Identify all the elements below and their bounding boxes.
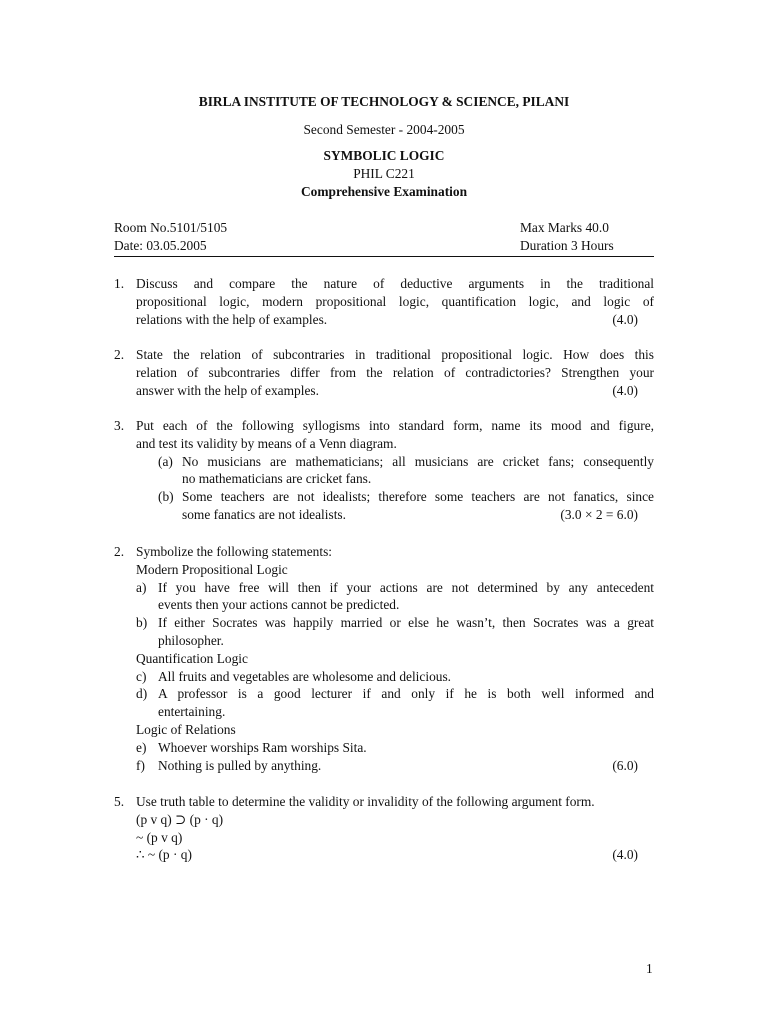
premise-1: (p v q) ⊃ (p · q)	[136, 811, 224, 827]
item-label: e)	[136, 739, 147, 755]
institute-title: BIRLA INSTITUTE OF TECHNOLOGY & SCIENCE, PILANI	[198, 94, 570, 109]
question-text-line: State the relation of subcontraries in traditional propositional logic. How does this	[136, 347, 654, 362]
semester-label: Second Semester - 2004-2005	[303, 122, 465, 137]
sub-question-text-line: Some teachers are not idealists; therefore some teachers are not fanatics, since	[182, 489, 654, 505]
item-text-line: entertaining.	[158, 704, 226, 720]
item-b	[136, 614, 654, 650]
question-marks: (4.0)	[612, 382, 638, 398]
question-number: 3.	[114, 418, 125, 433]
item-label: c)	[136, 668, 147, 684]
exam-date: Date: 03.05.2005	[114, 238, 207, 253]
question-3	[114, 417, 654, 524]
item-text-line: If you have free will then if your actions are not determined by any antecedent	[158, 579, 654, 595]
question-text-line: relation of subcontraries differ from the relation of contradictories? Strengthen your	[136, 364, 654, 380]
max-marks: Max Marks 40.0	[520, 220, 609, 235]
item-e	[136, 739, 654, 757]
exam-type: Comprehensive Examination	[300, 184, 468, 199]
section-heading: Modern Propositional Logic	[136, 561, 288, 577]
sub-question-text-line: no mathematicians are cricket fans.	[182, 471, 372, 487]
question-text-line: Symbolize the following statements:	[136, 544, 332, 559]
room-number: Room No.5101/5105	[114, 220, 228, 235]
section-heading: Logic of Relations	[136, 721, 236, 737]
question-marks: (6.0)	[612, 757, 638, 773]
item-d	[136, 685, 654, 721]
question-5	[114, 793, 654, 864]
page-number: 1	[646, 961, 653, 976]
item-text-line: A professor is a good lecturer if and only if he is both well informed and	[158, 686, 654, 702]
question-marks: (4.0)	[612, 311, 638, 327]
question-marks: (3.0 × 2 = 6.0)	[560, 506, 638, 522]
question-text-line: Put each of the following syllogisms into standard form, name its mood and figure,	[136, 418, 654, 433]
header-divider	[114, 256, 654, 257]
item-f	[136, 757, 654, 775]
premise-2: ~ (p v q)	[136, 829, 183, 845]
duration: Duration 3 Hours	[520, 238, 614, 253]
question-number: 2.	[114, 347, 125, 362]
item-label: d)	[136, 686, 148, 702]
sub-question-label: (a)	[158, 453, 173, 469]
question-text-line: Use truth table to determine the validity or invalidity of the following argument form.	[136, 794, 595, 809]
item-a	[136, 579, 654, 615]
item-text-line: Whoever worships Ram worships Sita.	[158, 739, 367, 755]
item-text-line: Nothing is pulled by anything. (6.0)	[158, 757, 638, 773]
item-text-line: philosopher.	[158, 632, 224, 648]
question-1	[114, 275, 654, 328]
question-text-line: Discuss and compare the nature of deductive arguments in the traditional	[136, 276, 654, 291]
question-text-line: and test its validity by means of a Venn diagram.	[136, 435, 397, 451]
question-marks: (4.0)	[612, 847, 638, 863]
item-c	[136, 668, 654, 686]
sub-question-text-line: No musicians are mathematicians; all musicians are cricket fans; consequently	[182, 453, 654, 469]
item-text-line: events then your actions cannot be predicted.	[158, 597, 400, 613]
question-4	[114, 543, 654, 774]
sub-question-b	[158, 488, 654, 524]
sub-question-a	[158, 453, 654, 489]
item-label: f)	[136, 757, 145, 773]
question-text-line: answer with the help of examples. (4.0)	[136, 382, 638, 398]
question-text-line: relations with the help of examples. (4.0)	[136, 311, 638, 327]
question-number: 2.	[114, 544, 125, 559]
sub-question-label: (b)	[158, 489, 174, 505]
question-text-line: propositional logic, modern propositional logic, quantification logic, and logic of	[136, 293, 654, 309]
question-2	[114, 346, 654, 399]
question-number: 1.	[114, 276, 125, 291]
conclusion: ∴ ~ (p · q) (4.0)	[136, 847, 638, 863]
item-label: a)	[136, 579, 147, 595]
item-label: b)	[136, 615, 148, 631]
course-title: SYMBOLIC LOGIC	[323, 148, 445, 163]
question-number: 5.	[114, 794, 125, 809]
sub-question-text-line: some fanatics are not idealists. (3.0 × 2 = 6.0)	[182, 506, 638, 522]
course-code: PHIL C221	[353, 166, 415, 181]
item-text-line: If either Socrates was happily married or else he wasn’t, then Socrates was a great	[158, 615, 654, 631]
section-heading: Quantification Logic	[136, 650, 248, 666]
item-text-line: All fruits and vegetables are wholesome and delicious.	[158, 668, 452, 684]
